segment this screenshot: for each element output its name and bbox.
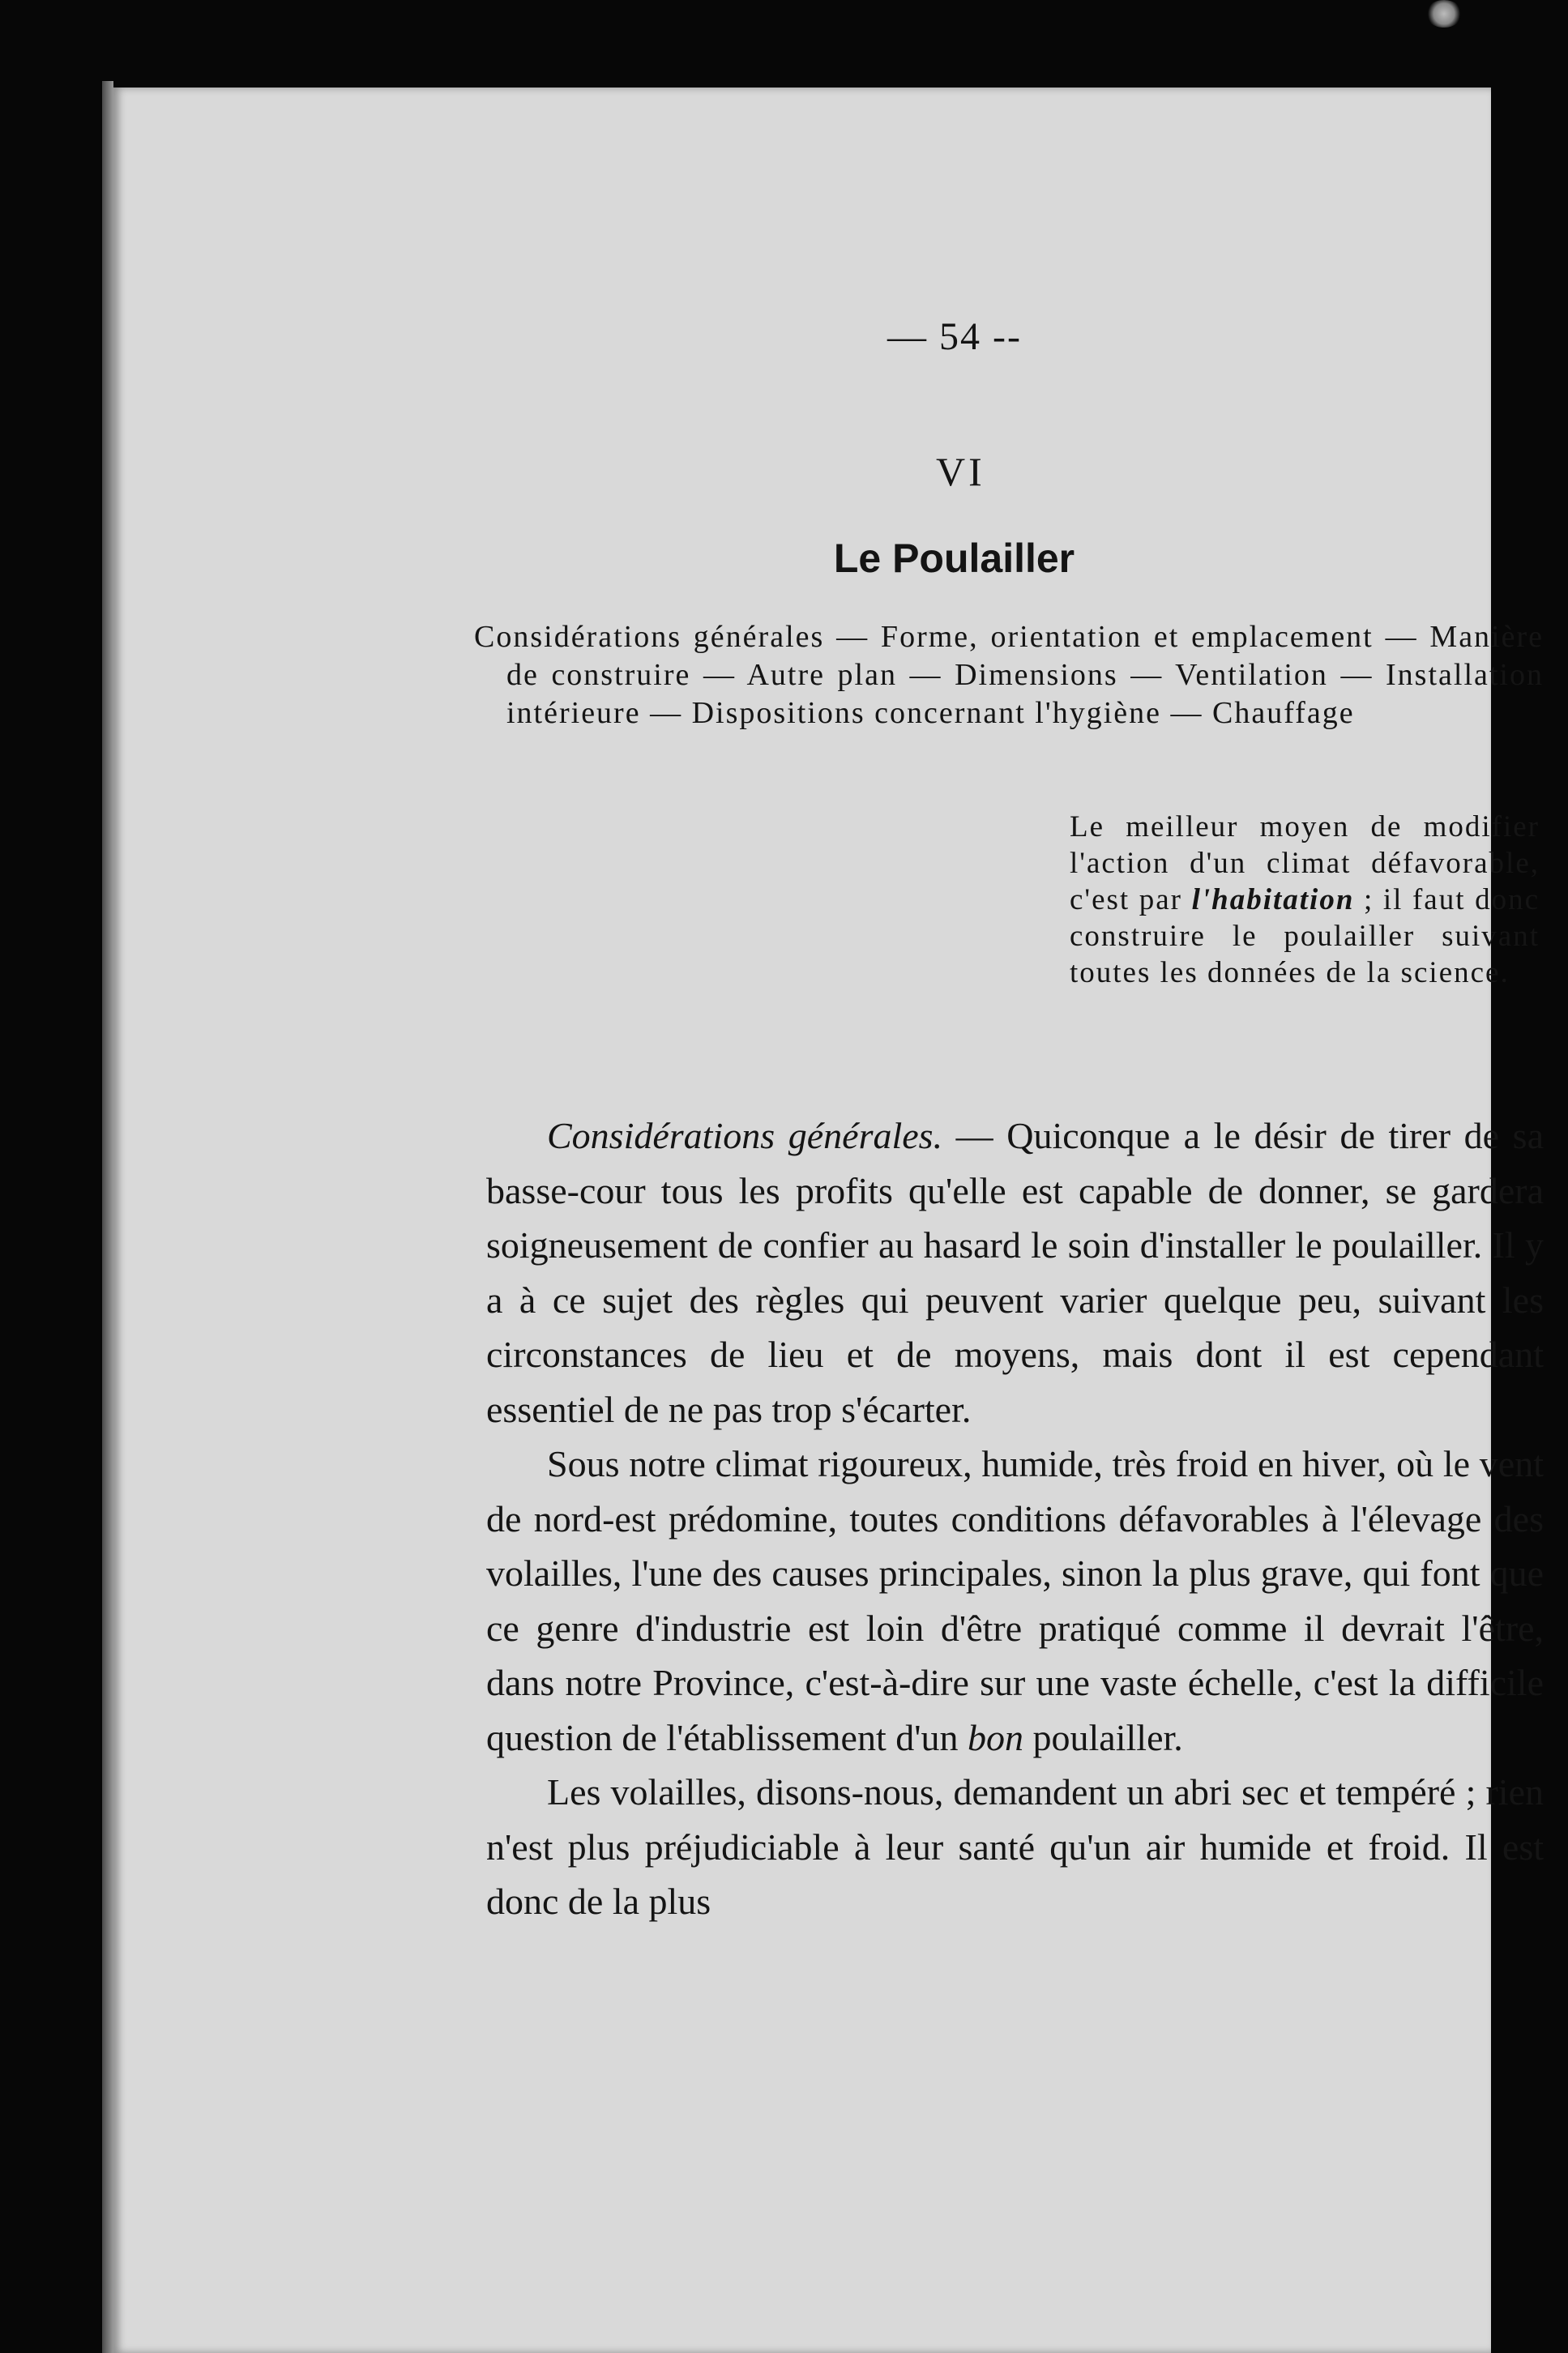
paragraph-2-emphasis: bon (968, 1716, 1024, 1758)
epigraph-emphasis: l'habitation (1191, 883, 1355, 916)
epigraph-text-before: Le meilleur moyen de modifier l'action d'un climat défavorable, c'est par (1070, 810, 1540, 916)
paragraph-1-text: — Quiconque a le désir de tirer de sa basse-cour tous les profits qu'elle est capable de donner, se gardera soigneusement de confier au hasard le soin d'installer le poulailler. Il y a à ce sujet des règles qui peuvent varier quelque peu, suivant les circonstances de lieu et de moyens, mais dont il est cependant essentiel de ne pas trop s'écarter. (486, 1115, 1544, 1430)
paragraph-1 (486, 1108, 1544, 1437)
scan-artifact (1425, 0, 1463, 28)
chapter-number: VI (936, 449, 985, 494)
page-edge-shadow (102, 81, 113, 2353)
paragraph-2 (486, 1437, 1544, 1765)
epigraph-text-after: ; il faut donc construire le poulailler suivant toutes les données de la science. (1070, 883, 1540, 989)
book-page (113, 88, 1544, 2353)
chapter-summary: Considérations générales — Forme, orientation et emplacement — Manière de construire — Autre plan — Dimensions — Ventilation — Installation intérieure — Dispositions concernant l'hygiène — Chauffage (474, 620, 1544, 730)
paragraph-2-text-before: Sous notre climat rigoureux, humide, très froid en hiver, où le vent de nord-est prédomine, toutes conditions défavorables à l'élevage des volailles, l'une des causes principales, sinon la plus grave, qui font que ce genre d'industrie est loin d'être pratiqué comme il devrait l'être, dans notre Province, c'est-à-dire sur une vaste échelle, c'est la difficile question de l'établissement d'un (486, 1443, 1544, 1758)
paragraph-3: Les volailles, disons-nous, demandent un abri sec et tempéré ; rien n'est plus préjudiciable à leur santé qu'un air humide et froid. Il est donc de la plus (486, 1771, 1544, 1922)
body-text (486, 1108, 1544, 1929)
chapter-title: Le Poulailler (833, 536, 1075, 581)
paragraph-2-text-after: poulailler. (1023, 1716, 1183, 1758)
paragraph-1-lead: Considérations générales. (547, 1115, 943, 1156)
page-number: — 54 -- (887, 315, 1022, 358)
epigraph (1070, 809, 1540, 991)
